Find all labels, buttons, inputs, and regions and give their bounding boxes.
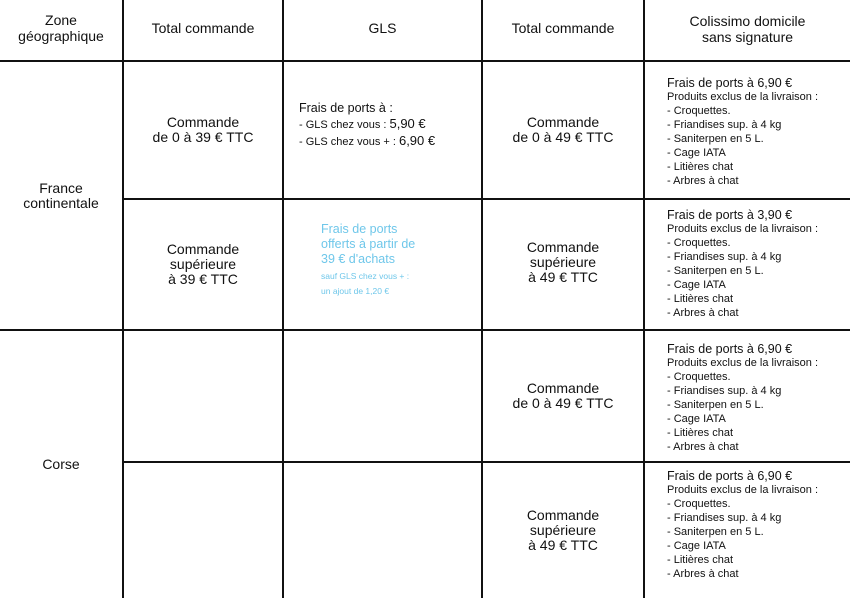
header-gls	[284, 0, 481, 60]
colissimo-fees-france-high	[645, 208, 850, 320]
gls-low-line1	[299, 116, 479, 133]
zone-france-line2: continentale	[23, 194, 99, 211]
colissimo-excluded-item: - Friandises sup. à 4 kg	[667, 385, 782, 397]
colissimo-excluded-item: - Croquettes.	[667, 237, 731, 249]
promo-line: Frais de ports	[321, 222, 398, 236]
header-zone	[0, 0, 122, 60]
order-range-colissimo-france-low	[483, 62, 643, 198]
gls-low-line2	[299, 133, 479, 150]
colissimo-fees-france-low	[645, 76, 850, 188]
gls-low-line2-label: - GLS chez vous + :	[299, 136, 399, 148]
colissimo-fees-corse-high	[645, 469, 850, 581]
colissimo-excluded-title: Produits exclus de la livraison :	[667, 223, 819, 235]
promo-line: offerts à partir de	[321, 237, 416, 251]
order-range-line: Commande	[526, 114, 600, 130]
order-range-line: supérieure	[529, 254, 597, 270]
header-total-colissimo	[483, 0, 643, 60]
gls-high-free-shipping	[321, 222, 479, 299]
order-range-colissimo-corse-low	[483, 331, 643, 461]
header-zone-line1: Zone	[45, 12, 77, 28]
order-range-line: Commande	[526, 380, 600, 396]
colissimo-fees-corse-low	[645, 342, 850, 454]
promo-note: sauf GLS chez vous + :	[321, 271, 410, 281]
colissimo-excluded-item: - Friandises sup. à 4 kg	[667, 251, 782, 263]
order-range-gls-low	[124, 62, 282, 198]
colissimo-excluded-item: - Litières chat	[667, 554, 734, 566]
zone-france	[0, 62, 122, 329]
colissimo-excluded-item: - Saniterpen en 5 L.	[667, 265, 764, 277]
zone-corse	[0, 331, 122, 598]
colissimo-fee-title: Frais de ports à 3,90 €	[667, 208, 793, 222]
colissimo-excluded-item: - Litières chat	[667, 427, 734, 439]
order-range-line: Commande	[526, 239, 600, 255]
colissimo-fee-title: Frais de ports à 6,90 €	[667, 342, 793, 356]
colissimo-excluded-item: - Litières chat	[667, 293, 734, 305]
colissimo-excluded-item: - Croquettes.	[667, 105, 731, 117]
colissimo-excluded-item: - Arbres à chat	[667, 568, 739, 580]
header-zone-line2: géographique	[18, 28, 104, 44]
column-divider	[282, 0, 284, 598]
colissimo-excluded-item: - Litières chat	[667, 161, 734, 173]
colissimo-excluded-item: - Friandises sup. à 4 kg	[667, 119, 782, 131]
colissimo-excluded-item: - Arbres à chat	[667, 175, 739, 187]
order-range-line: Commande	[526, 507, 600, 523]
order-range-line: Commande	[166, 114, 240, 130]
colissimo-excluded-item: - Arbres à chat	[667, 441, 739, 453]
gls-low-line1-label: - GLS chez vous :	[299, 119, 390, 131]
colissimo-excluded-title: Produits exclus de la livraison :	[667, 357, 819, 369]
header-total-gls-label: Total commande	[151, 20, 255, 36]
order-range-line: de 0 à 39 € TTC	[152, 129, 254, 145]
colissimo-excluded-item: - Croquettes.	[667, 498, 731, 510]
gls-low-line2-price: 6,90 €	[398, 133, 436, 148]
colissimo-fee-title: Frais de ports à 6,90 €	[667, 76, 793, 90]
colissimo-excluded-item: - Cage IATA	[667, 147, 726, 159]
order-range-colissimo-france-high	[483, 200, 643, 329]
order-range-line: de 0 à 49 € TTC	[512, 395, 614, 411]
gls-low-fees	[299, 101, 479, 150]
gls-low-title: Frais de ports à :	[299, 101, 393, 115]
order-range-line: Commande	[166, 241, 240, 257]
colissimo-excluded-item: - Saniterpen en 5 L.	[667, 526, 764, 538]
order-range-line: supérieure	[529, 522, 597, 538]
order-range-colissimo-corse-high	[483, 463, 643, 598]
header-colissimo-line1: Colissimo domicile	[689, 13, 806, 29]
order-range-line: à 39 € TTC	[168, 271, 238, 287]
colissimo-excluded-item: - Arbres à chat	[667, 307, 739, 319]
colissimo-fee-title: Frais de ports à 6,90 €	[667, 469, 793, 483]
header-total-colissimo-label: Total commande	[511, 20, 615, 36]
order-range-line: à 49 € TTC	[528, 537, 598, 553]
gls-low-line1-price: 5,90 €	[389, 116, 426, 131]
header-colissimo-line2: sans signature	[701, 29, 794, 45]
header-gls-label: GLS	[368, 20, 397, 36]
header-total-gls	[124, 0, 282, 60]
colissimo-excluded-item: - Cage IATA	[667, 279, 726, 291]
header-colissimo	[645, 0, 850, 60]
colissimo-excluded-item: - Croquettes.	[667, 371, 731, 383]
order-range-line: à 49 € TTC	[528, 269, 598, 285]
colissimo-excluded-item: - Saniterpen en 5 L.	[667, 133, 764, 145]
promo-line: 39 € d'achats	[321, 252, 395, 266]
order-range-line: de 0 à 49 € TTC	[512, 129, 614, 145]
colissimo-excluded-title: Produits exclus de la livraison :	[667, 484, 819, 496]
order-range-line: supérieure	[169, 256, 237, 272]
row-divider	[0, 329, 850, 331]
zone-corse-label: Corse	[42, 456, 80, 472]
order-range-gls-high	[124, 200, 282, 329]
promo-note: un ajout de 1,20 €	[321, 286, 390, 296]
zone-france-line1: France	[39, 179, 83, 196]
colissimo-excluded-item: - Cage IATA	[667, 413, 726, 425]
colissimo-excluded-item: - Friandises sup. à 4 kg	[667, 512, 782, 524]
colissimo-excluded-item: - Saniterpen en 5 L.	[667, 399, 764, 411]
colissimo-excluded-title: Produits exclus de la livraison :	[667, 91, 819, 103]
colissimo-excluded-item: - Cage IATA	[667, 540, 726, 552]
